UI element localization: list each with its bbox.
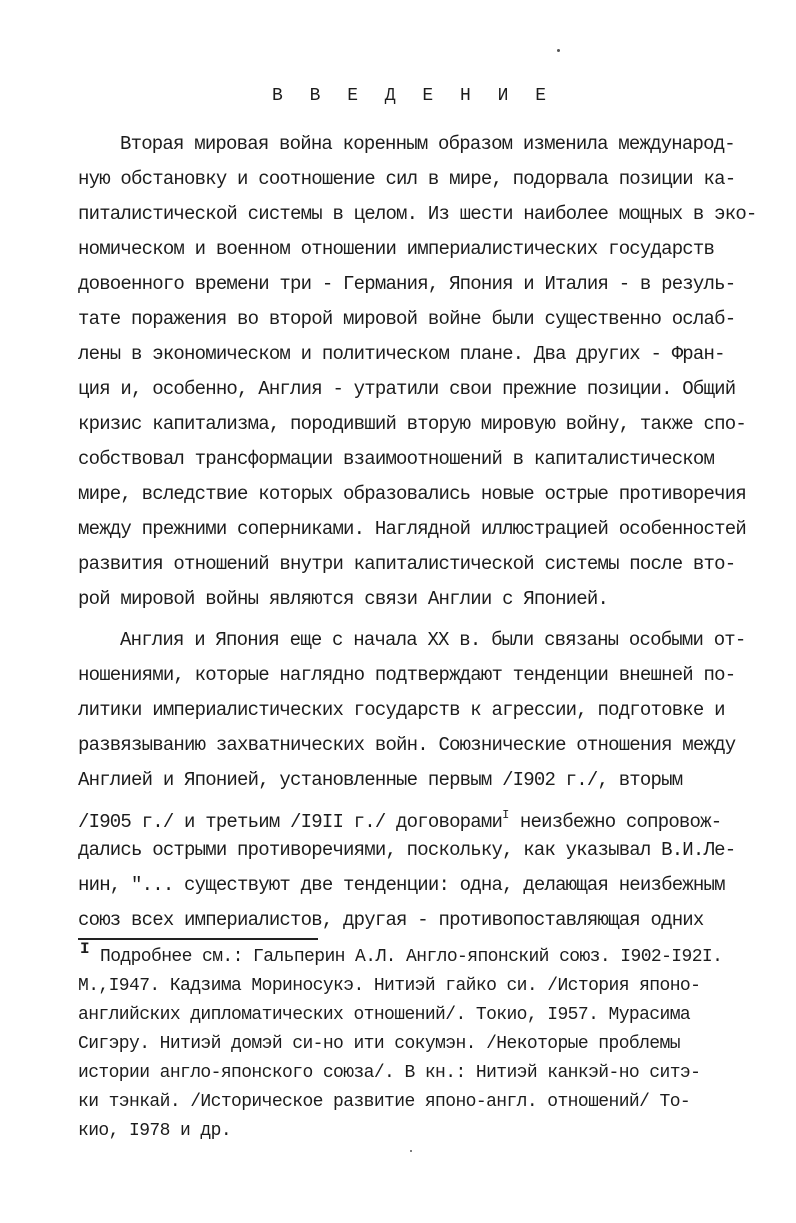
- body-line: дались острыми противоречиями, поскольку, как указывал В.И.Ле-: [78, 839, 736, 861]
- page-title: В В Е Д Е Н И Е: [272, 86, 555, 106]
- body-line: кризис капитализма, породивший вторую мировую войну, также спо-: [78, 413, 746, 435]
- footnote-marker: I: [80, 940, 90, 958]
- body-line: литики империалистических государств к агрессии, подготовке и: [78, 699, 725, 721]
- footnote-line: истории англо-японского союза/. В кн.: Нитиэй канкэй-но ситэ-: [78, 1063, 701, 1083]
- body-line: нин, "... существуют две тенденции: одна, делающая неизбежным: [78, 874, 725, 896]
- body-line-with-footnote: [78, 803, 721, 834]
- footnote-line: кио, I978 и др.: [78, 1121, 232, 1141]
- body-line: мире, вследствие которых образовались новые острые противоречия: [78, 483, 746, 505]
- body-line: лены в экономическом и политическом плане. Два других - Фран-: [78, 343, 725, 365]
- body-line: питалистической системы в целом. Из шести наиболее мощных в эко-: [78, 203, 757, 225]
- body-line: между прежними соперниками. Наглядной иллюстрацией особенностей: [78, 518, 746, 540]
- footnote-line: английских дипломатических отношений/. Токио, I957. Мурасима: [78, 1005, 691, 1025]
- body-line: союз всех империалистов, другая - противопоставляющая одних: [78, 909, 704, 931]
- body-line: Вторая мировая война коренным образом изменила международ-: [120, 133, 735, 155]
- body-line: ношениями, которые наглядно подтверждают тенденции внешней по-: [78, 664, 736, 686]
- scan-speck: [410, 1150, 412, 1152]
- body-line: развития отношений внутри капиталистической системы после вто-: [78, 553, 736, 575]
- body-line: развязыванию захватнических войн. Союзнические отношения между: [78, 734, 736, 756]
- body-line: ция и, особенно, Англия - утратили свои прежние позиции. Общий: [78, 378, 736, 400]
- body-line: ную обстановку и соотношение сил в мире, подорвала позиции ка-: [78, 168, 736, 190]
- scan-speck: [557, 49, 560, 52]
- footnote-line: Сигэру. Нитиэй домэй си-но ити сокумэн. /Некоторые проблемы: [78, 1034, 680, 1054]
- body-line: номическом и военном отношении империалистических государств: [78, 238, 715, 260]
- body-line: рой мировой войны являются связи Англии с Японией.: [78, 588, 609, 610]
- footnote-line: Подробнее см.: Гальперин А.Л. Англо-японский союз. I902-I92I.: [100, 947, 723, 967]
- body-line: Англия и Япония еще с начала XX в. были связаны особыми от-: [120, 629, 746, 651]
- footnote-line: ки тэнкай. /Историческое развитие японо-англ. отношений/ То-: [78, 1092, 691, 1112]
- body-line-text: неизбежно сопровож-: [519, 811, 722, 833]
- body-line: Англией и Японией, установленные первым /I902 г./, вторым: [78, 769, 683, 791]
- footnote-line: М.,I947. Кадзима Мориносукэ. Нитиэй гайко си. /История японо-: [78, 976, 701, 996]
- body-line-text: /I905 г./ и третьим /I9II г./ договорами: [78, 811, 503, 833]
- body-line: собствовал трансформации взаимоотношений в капиталистическом: [78, 448, 715, 470]
- footnote-divider: [78, 938, 318, 940]
- body-line: довоенного времени три - Германия, Япония и Италия - в резуль-: [78, 273, 736, 295]
- body-line: тате поражения во второй мировой войне были существенно ослаб-: [78, 308, 736, 330]
- footnote-reference[interactable]: I: [502, 808, 510, 822]
